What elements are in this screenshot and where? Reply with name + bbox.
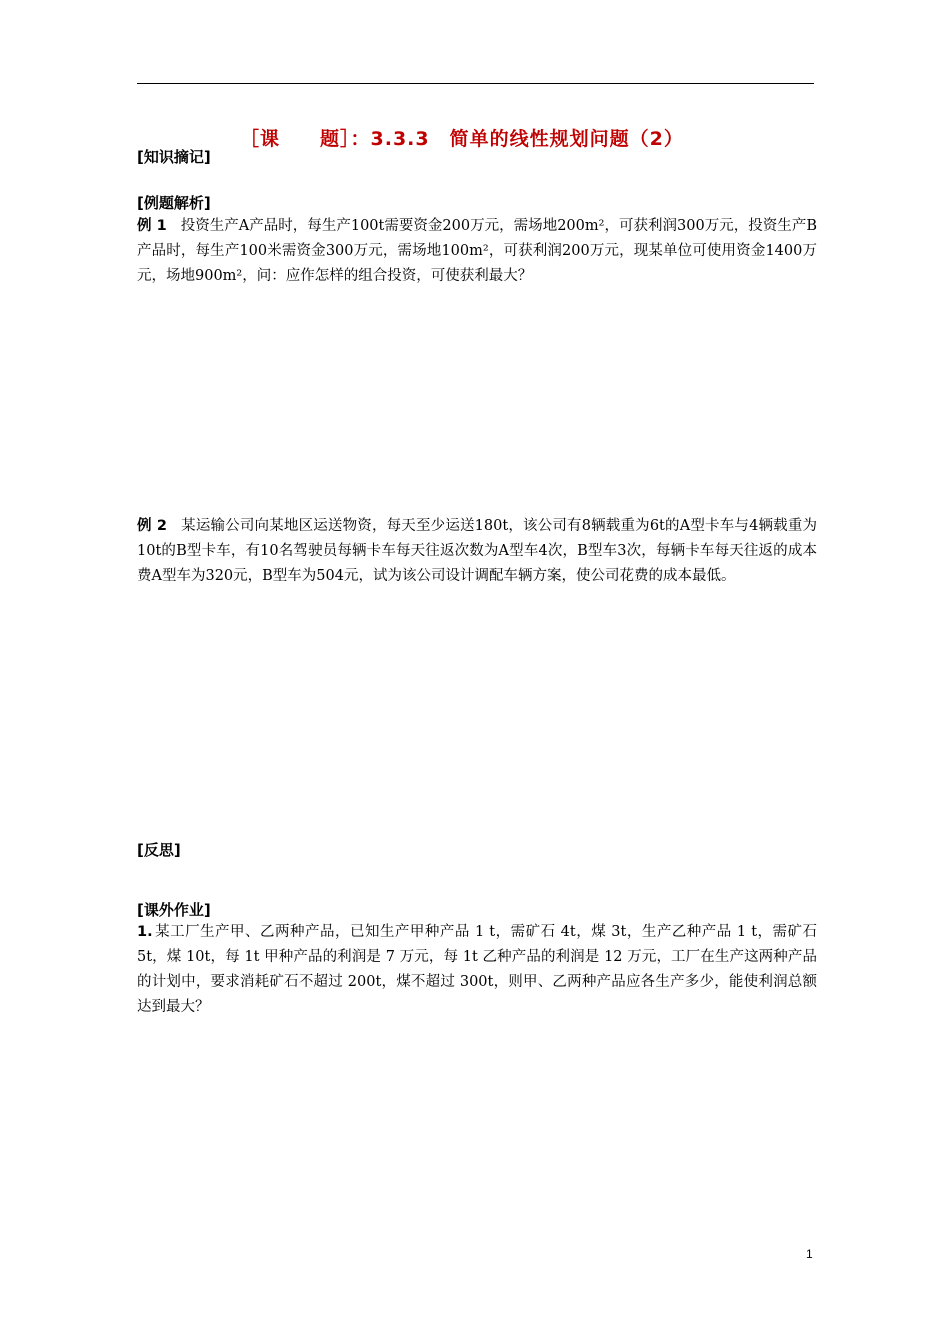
header-rule <box>137 83 814 84</box>
example-1 <box>137 214 817 289</box>
homework-1-text: 某工厂生产甲、乙两种产品，已知生产甲种产品 1 t，需矿石 4t，煤 3t，生产乙种产品 1 t，需矿石 5t，煤 10t，每 1t 甲种产品的利润是 7 万元，每 1t 乙种产品的利润是 12 万元，工厂在生产这两种产品的计划中，要求消耗矿石不超过 200t，煤不超过 300t，则甲、乙两种产品应各生产多少，能使利润总额达到最大？ <box>137 924 817 1015</box>
homework-1 <box>137 920 817 1020</box>
example-2 <box>137 514 817 589</box>
page-number: 1 <box>806 1247 813 1261</box>
section-reflection: [反思] <box>137 841 181 859</box>
section-examples: [例题解析] <box>137 194 211 212</box>
page-title: ［课 题］：3.3.3 简单的线性规划问题（2） <box>240 128 684 150</box>
homework-1-label: 1. <box>137 924 153 940</box>
example-1-text: 投资生产A产品时，每生产100t需要资金200万元，需场地200m²，可获利润300万元，投资生产B产品时，每生产100米需资金300万元，需场地100m²，可获利润200万元，现某单位可使用资金1400万元，场地900m²，问：应作怎样的组合投资，可使获利最大？ <box>137 218 817 284</box>
section-homework: [课外作业] <box>137 901 211 919</box>
example-2-text: 某运输公司向某地区运送物资，每天至少运送180t，该公司有8辆载重为6t的A型卡车与4辆载重为10t的B型卡车，有10名驾驶员每辆卡车每天往返次数为A型车4次，B型车3次，每辆卡车每天往返的成本费A型车为320元，B型车为504元，试为该公司设计调配车辆方案，使公司花费的成本最低。 <box>137 518 817 584</box>
example-1-label: 例 1 <box>137 218 167 234</box>
example-2-label: 例 2 <box>137 518 167 534</box>
section-knowledge-notes: [知识摘记] <box>137 148 211 166</box>
